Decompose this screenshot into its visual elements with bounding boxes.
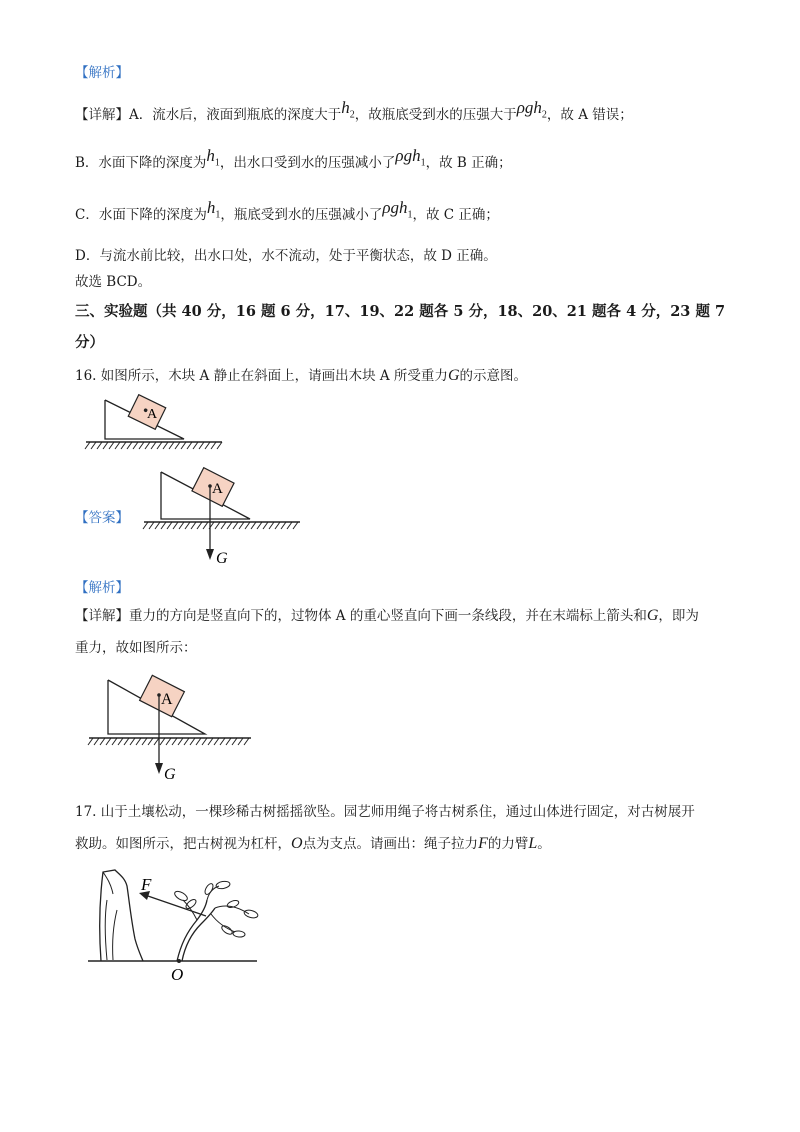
detail-c <box>75 198 499 231</box>
q16-detail-figure <box>85 672 255 784</box>
q17-line2-c: 的力臂 <box>487 836 529 852</box>
q17-line1: 17. 山于土壤松动，一棵珍稀古树摇摇欲坠。园艺师用绳子将古树系住，通过山体进行固定，对古树展开 <box>75 804 695 820</box>
q17-var-f: F <box>478 835 488 852</box>
q16-incline-figure <box>80 395 230 455</box>
detail-c-prefix: C．水面下降的深度为 <box>75 207 207 223</box>
q16-detail-post: ，即为 <box>658 608 699 624</box>
detail-c-rhogh1: ρgh$_1$ <box>382 198 413 221</box>
q17-var-o: O <box>291 835 303 852</box>
detail-b <box>75 146 512 179</box>
q16-var-g: G <box>447 367 460 384</box>
section-title-line1: 三、实验题（共 40 分，16 题 6 分，17、19、22 题各 5 分，18、20、21 题各 4 分，23 题 7 <box>75 303 726 320</box>
section-title-line2: 分） <box>75 334 104 351</box>
q16-detail-pre: 【详解】重力的方向是竖直向下的，过物体 A 的重心竖直向下画一条线段，并在末端标上箭头和 <box>75 608 647 624</box>
q16-question <box>75 366 527 386</box>
q16-block-label-1: A <box>147 407 158 422</box>
detail-b-rhogh1: ρgh$_1$ <box>395 146 426 169</box>
q16-text-pre: 16. 如图所示，木块 A 静止在斜面上，请画出木块 A 所受重力 <box>75 368 448 384</box>
choice-answer: 故选 BCD。 <box>75 274 152 290</box>
q17-var-l: L <box>528 835 538 852</box>
detail-a-prefix: 【详解】A．流水后，液面到瓶底的深度大于 <box>75 107 342 123</box>
detail-d: D．与流水前比较，出水口处，水不流动，处于平衡状态，故 D 正确。 <box>75 248 497 264</box>
q16-detail-line2: 重力，故如图所示： <box>75 640 197 656</box>
detail-b-mid: ，出水口受到水的压强减小了 <box>219 155 396 171</box>
analysis-label-1: 【解析】 <box>75 65 129 81</box>
q16-answer-figure <box>140 464 305 574</box>
q16-answer-label: 【答案】 <box>75 510 129 526</box>
q17-force-label: F <box>141 875 152 894</box>
q17-line2 <box>75 834 551 854</box>
detail-c-mid: ，瓶底受到水的压强减小了 <box>220 207 383 223</box>
q16-force-label-1: G <box>216 550 228 567</box>
q16-block-label-3: A <box>161 691 173 708</box>
detail-c-h1: $h_1$ <box>206 198 221 221</box>
q16-block-label-2: A <box>212 481 223 497</box>
detail-a-rhogh2: ρgh$_2$ <box>516 98 547 121</box>
q17-line2-b: 点为支点。请画出：绳子拉力 <box>302 836 479 852</box>
detail-a <box>75 98 633 131</box>
q17-line2-a: 救助。如图所示，把古树视为杠杆， <box>75 836 291 852</box>
detail-a-h2: $h_2$ <box>341 98 355 121</box>
detail-a-mid: ，故瓶底受到水的压强大于 <box>354 107 517 123</box>
detail-b-h1: $h_1$ <box>206 146 220 169</box>
q16-force-label-2: G <box>164 766 176 783</box>
q17-tree-figure <box>85 864 265 984</box>
q17-pivot-label: O <box>171 965 184 984</box>
q16-analysis-label: 【解析】 <box>75 580 129 596</box>
detail-b-suffix: ，故 B 正确； <box>425 155 512 171</box>
detail-c-suffix: ，故 C 正确； <box>412 207 499 223</box>
q16-detail-line1 <box>75 606 699 626</box>
detail-a-suffix: ，故 A 错误； <box>546 107 633 123</box>
q16-detail-var: G <box>646 607 659 624</box>
q17-line2-d: 。 <box>537 836 551 852</box>
q16-text-post: 的示意图。 <box>459 368 527 384</box>
detail-b-prefix: B．水面下降的深度为 <box>75 155 207 171</box>
